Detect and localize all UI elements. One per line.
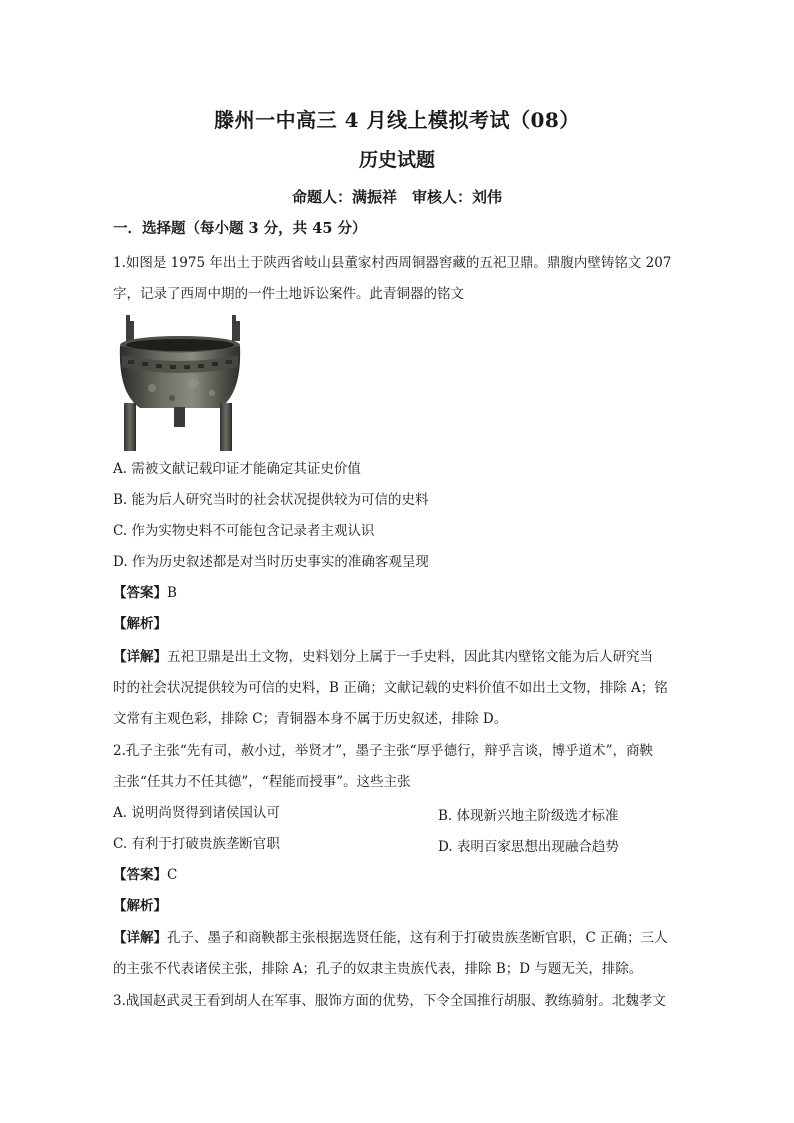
- q1-detail-line-2: 时的社会状况提供较为可信的史料，B 正确；文献记载的史料价值不如出土文物，排除 A；铭: [113, 680, 668, 696]
- q2-stem-line-2: 主张“任其力不任其德”，“程能而授事”。这些主张: [113, 774, 411, 790]
- section-heading: 一．选择题（每小题 3 分，共 45 分）: [113, 220, 367, 237]
- q2-detail-line-1: [113, 929, 683, 947]
- exam-authors: 命题人：满振祥 审核人：刘伟: [291, 188, 502, 206]
- q2-option-d: D. 表明百家思想出现融合趋势: [438, 839, 619, 855]
- q2-option-c: C. 有利于打破贵族垄断官职: [113, 836, 280, 852]
- bronze-ding-image: [112, 313, 247, 453]
- q2-answer-value: C: [167, 867, 178, 883]
- q1-option-b: B. 能为后人研究当时的社会状况提供较为可信的史料: [113, 492, 429, 508]
- exam-title: 滕州一中高三 4 月线上模拟考试（08）: [214, 108, 580, 132]
- q1-option-c: C. 作为实物史料不可能包含记录者主观认识: [113, 523, 375, 539]
- q2-option-b: B. 体现新兴地主阶级选才标准: [438, 808, 619, 824]
- q1-answer-value: B: [167, 585, 177, 601]
- q2-detail-line-2: 的主张不代表诸侯主张，排除 A；孔子的奴隶主贵族代表，排除 B；D 与题无关，排除。: [113, 961, 643, 977]
- q2-detail-label: 【详解】: [113, 930, 167, 946]
- q1-stem-line-1: 1.如图是 1975 年出土于陕西省岐山县董家村西周铜器窖藏的五祀卫鼎。鼎腹内壁铸铭文 207: [113, 255, 672, 271]
- q1-stem-line-2: 字，记录了西周中期的一件土地诉讼案件。此青铜器的铭文: [113, 286, 464, 302]
- q2-answer: [113, 866, 683, 884]
- q3-stem-line-1: 3.战国赵武灵王看到胡人在军事、服饰方面的优势，下令全国推行胡服、教练骑射。北魏孝文: [113, 993, 666, 1009]
- q2-stem-line-1: 2.孔子主张“先有司，赦小过，举贤才”，墨子主张“厚乎德行，辩乎言谈，博乎道术”，商鞅: [113, 743, 653, 759]
- q1-option-a: A. 需被文献记载印证才能确定其证史价值: [113, 461, 361, 477]
- q1-detail-text-1: 五祀卫鼎是出土文物，史料划分上属于一手史料，因此其内壁铭文能为后人研究当: [167, 649, 653, 665]
- q2-analysis-label: 【解析】: [113, 898, 167, 914]
- q2-answer-label: 【答案】: [113, 867, 167, 883]
- q1-answer: [113, 584, 683, 602]
- q1-detail-label: 【详解】: [113, 649, 167, 665]
- q1-analysis-label: 【解析】: [113, 616, 167, 632]
- q1-answer-label: 【答案】: [113, 585, 167, 601]
- exam-subtitle: 历史试题: [358, 149, 435, 171]
- q1-detail-line-1: [113, 648, 683, 666]
- q2-detail-text-1: 孔子、墨子和商鞅都主张根据选贤任能，这有利于打破贵族垄断官职，C 正确；三人: [167, 930, 668, 946]
- q1-detail-line-3: 文常有主观色彩，排除 C；青铜器本身不属于历史叙述，排除 D。: [113, 711, 508, 727]
- q2-option-a: A. 说明尚贤得到诸侯国认可: [113, 805, 280, 821]
- q1-option-d: D. 作为历史叙述都是对当时历史事实的准确客观呈现: [113, 554, 429, 570]
